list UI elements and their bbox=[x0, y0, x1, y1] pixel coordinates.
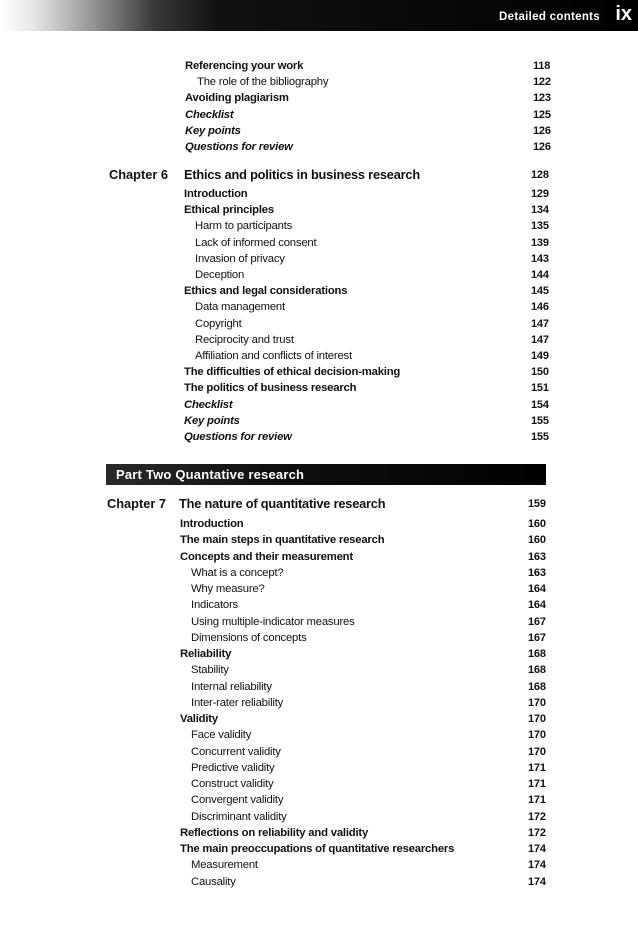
toc-entry bbox=[0, 679, 638, 695]
toc-entry-page: 143 bbox=[531, 252, 549, 265]
toc-entry-page: 171 bbox=[528, 778, 546, 790]
toc-entry-title: Predictive validity bbox=[191, 761, 275, 774]
toc-entry-title: Questions for review bbox=[185, 141, 293, 153]
toc-entry-title: Key points bbox=[184, 414, 240, 427]
toc-entry-page: 167 bbox=[528, 631, 546, 644]
toc-entry-page: 172 bbox=[528, 810, 546, 823]
toc-entry bbox=[0, 744, 638, 760]
toc-entry bbox=[0, 139, 638, 155]
toc-entry-page: 164 bbox=[528, 583, 546, 595]
toc-entry-title: Reliability bbox=[180, 648, 232, 660]
toc-entry-page: 145 bbox=[531, 285, 549, 298]
toc-entry bbox=[0, 776, 638, 792]
toc-entry bbox=[0, 695, 638, 711]
toc-entry bbox=[0, 516, 638, 532]
toc-entry bbox=[0, 646, 638, 662]
toc-entry-page: 170 bbox=[528, 696, 546, 709]
toc-entry-title: Reflections on reliability and validity bbox=[180, 826, 369, 839]
toc-entry-page: 168 bbox=[528, 664, 546, 677]
toc-entry-page: 150 bbox=[531, 366, 549, 379]
toc-entry bbox=[0, 299, 638, 315]
page-number: ix bbox=[615, 3, 632, 25]
toc-entry-title: Using multiple-indicator measures bbox=[191, 615, 355, 628]
toc-entry-page: 168 bbox=[528, 648, 546, 660]
toc-entry-title: Checklist bbox=[185, 108, 234, 121]
toc-entry bbox=[0, 874, 638, 890]
toc-entry bbox=[0, 841, 638, 857]
toc-entry-title: Inter-rater reliability bbox=[191, 696, 284, 709]
chapter7-title: The nature of quantitative research bbox=[179, 496, 386, 511]
toc-entry-title: Checklist bbox=[184, 398, 233, 411]
chapter-7-label: Chapter 7 bbox=[107, 496, 167, 511]
toc-entry bbox=[0, 413, 638, 429]
toc-entry-page: 167 bbox=[528, 615, 546, 628]
toc-entry-title: Concurrent validity bbox=[191, 745, 281, 758]
toc-entry bbox=[0, 186, 638, 202]
toc-entry-page: 147 bbox=[531, 317, 549, 330]
toc-entry bbox=[0, 792, 638, 808]
toc-entry bbox=[0, 565, 638, 581]
toc-entry-title: Causality bbox=[191, 875, 236, 888]
toc-entry bbox=[0, 218, 638, 234]
toc-entry-title: The role of the bibliography bbox=[197, 76, 329, 89]
toc-entry-title: What is a concept? bbox=[191, 566, 284, 579]
toc-entry-title: Internal reliability bbox=[191, 680, 272, 693]
toc-entry-page: 168 bbox=[528, 680, 546, 693]
toc-entry-page: 122 bbox=[533, 76, 551, 89]
toc-entry-page: 126 bbox=[533, 124, 551, 137]
toc-entry bbox=[0, 809, 638, 825]
toc-entry-title: Concepts and their measurement bbox=[180, 550, 353, 563]
toc-entry-page: 144 bbox=[531, 269, 549, 281]
toc-entry-title: The main preoccupations of quantitative researchers bbox=[180, 843, 455, 855]
toc-entry bbox=[0, 711, 638, 727]
toc-entry-title: Stability bbox=[191, 664, 229, 677]
chapter-6-label: Chapter 6 bbox=[109, 167, 169, 182]
toc-entry bbox=[0, 74, 638, 90]
toc-entry-title: Deception bbox=[195, 269, 245, 281]
toc-entry bbox=[0, 662, 638, 678]
toc-entry-title: Discriminant validity bbox=[191, 810, 287, 823]
toc-entry bbox=[0, 532, 638, 548]
toc-entry-title: Key points bbox=[185, 124, 241, 137]
toc-entry-title: Referencing your work bbox=[185, 60, 304, 72]
toc-entry-page: 174 bbox=[528, 843, 546, 855]
toc-entry bbox=[0, 614, 638, 630]
toc-entry-page: 170 bbox=[528, 713, 546, 725]
toc-entry-title: Lack of informed consent bbox=[195, 236, 317, 249]
toc-entry bbox=[0, 332, 638, 348]
toc-entry-page: 174 bbox=[528, 875, 546, 888]
toc-entry bbox=[0, 857, 638, 873]
chapter6-page: 128 bbox=[531, 169, 549, 181]
toc-entry bbox=[0, 760, 638, 776]
toc-entry bbox=[0, 267, 638, 283]
toc-entry-title: Validity bbox=[180, 713, 218, 725]
toc-entry-title: Construct validity bbox=[191, 778, 274, 790]
toc-entry-page: 147 bbox=[531, 333, 549, 346]
toc-entry-page: 151 bbox=[531, 382, 549, 395]
toc-entry-title: Ethics and legal considerations bbox=[184, 285, 348, 298]
toc-entry-title: Why measure? bbox=[191, 583, 265, 595]
toc-entry-page: 171 bbox=[528, 761, 546, 774]
toc-entry-page: 155 bbox=[531, 414, 549, 427]
toc-entry-page: 160 bbox=[528, 518, 546, 530]
toc-entry-page: 164 bbox=[528, 599, 546, 612]
chapter7-page: 159 bbox=[528, 498, 546, 510]
toc-entry-title: Data management bbox=[195, 301, 285, 314]
toc-entry-page: 125 bbox=[533, 108, 551, 121]
toc-entry bbox=[0, 549, 638, 565]
part-two-title: Part Two Quantative research bbox=[116, 467, 305, 482]
toc-entry-title: Face validity bbox=[191, 729, 252, 742]
toc-entry-title: Invasion of privacy bbox=[195, 252, 285, 265]
running-header-title: Detailed contents bbox=[499, 11, 600, 23]
toc-entry-page: 118 bbox=[533, 60, 551, 72]
toc-entry-page: 163 bbox=[528, 550, 546, 563]
toc-entry-page: 146 bbox=[531, 301, 549, 314]
toc-entry bbox=[0, 235, 638, 251]
toc-entry-title: Reciprocity and trust bbox=[195, 333, 294, 346]
toc-entry bbox=[0, 825, 638, 841]
toc-entry-page: 160 bbox=[528, 534, 546, 547]
toc-entry-title: Ethical principles bbox=[184, 204, 274, 217]
toc-entry-page: 129 bbox=[531, 188, 549, 200]
toc-entry-title: Measurement bbox=[191, 859, 258, 872]
toc-entry-title: Introduction bbox=[180, 518, 244, 530]
toc-entry bbox=[0, 202, 638, 218]
toc-entry-page: 135 bbox=[531, 220, 549, 233]
toc-entry bbox=[0, 364, 638, 380]
toc-entry-page: 123 bbox=[533, 92, 551, 105]
toc-entry bbox=[0, 107, 638, 123]
toc-entry-page: 163 bbox=[528, 566, 546, 579]
toc-entry bbox=[0, 380, 638, 396]
toc-entry-title: Dimensions of concepts bbox=[191, 631, 307, 644]
toc-entry-page: 126 bbox=[533, 141, 551, 153]
toc-entry-title: The main steps in quantitative research bbox=[180, 534, 385, 547]
running-header-bar bbox=[0, 0, 638, 31]
toc-entry-title: Indicators bbox=[191, 599, 238, 612]
toc-entry-title: Convergent validity bbox=[191, 794, 284, 807]
toc-entry-title: The difficulties of ethical decision-making bbox=[184, 366, 401, 379]
toc-entry bbox=[0, 397, 638, 413]
chapter6-title-row bbox=[0, 166, 638, 184]
toc-entry-page: 172 bbox=[528, 826, 546, 839]
toc-entry-title: Avoiding plagiarism bbox=[185, 92, 289, 105]
toc-entry-page: 149 bbox=[531, 350, 549, 362]
toc-entry-page: 155 bbox=[531, 431, 549, 443]
toc-entry-page: 170 bbox=[528, 729, 546, 742]
toc-entry-page: 139 bbox=[531, 236, 549, 249]
toc-entry-title: Questions for review bbox=[184, 431, 292, 443]
toc-entry bbox=[0, 90, 638, 106]
toc-entry-page: 171 bbox=[528, 794, 546, 807]
toc-entry bbox=[0, 251, 638, 267]
toc-entry bbox=[0, 581, 638, 597]
toc-entry-page: 154 bbox=[531, 398, 549, 411]
toc-entry bbox=[0, 123, 638, 139]
toc-entry bbox=[0, 316, 638, 332]
toc-entry-page: 174 bbox=[528, 859, 546, 872]
toc-entry-title: Affiliation and conflicts of interest bbox=[195, 350, 352, 362]
chapter6-title: Ethics and politics in business research bbox=[184, 167, 420, 182]
toc-entry bbox=[0, 429, 638, 445]
toc-entry bbox=[0, 283, 638, 299]
toc-entry bbox=[0, 727, 638, 743]
toc-entry-title: Copyright bbox=[195, 317, 242, 330]
toc-entry-title: The politics of business research bbox=[184, 382, 357, 395]
toc-entry bbox=[0, 58, 638, 74]
toc-entry-page: 170 bbox=[528, 745, 546, 758]
chapter7-title-row bbox=[0, 495, 638, 513]
toc-entry bbox=[0, 630, 638, 646]
part-two-banner bbox=[106, 464, 546, 485]
toc-entry-title: Harm to participants bbox=[195, 220, 293, 233]
toc-entry bbox=[0, 348, 638, 364]
toc-entry-title: Introduction bbox=[184, 188, 248, 200]
toc-entry-page: 134 bbox=[531, 204, 549, 217]
toc-entry bbox=[0, 597, 638, 613]
